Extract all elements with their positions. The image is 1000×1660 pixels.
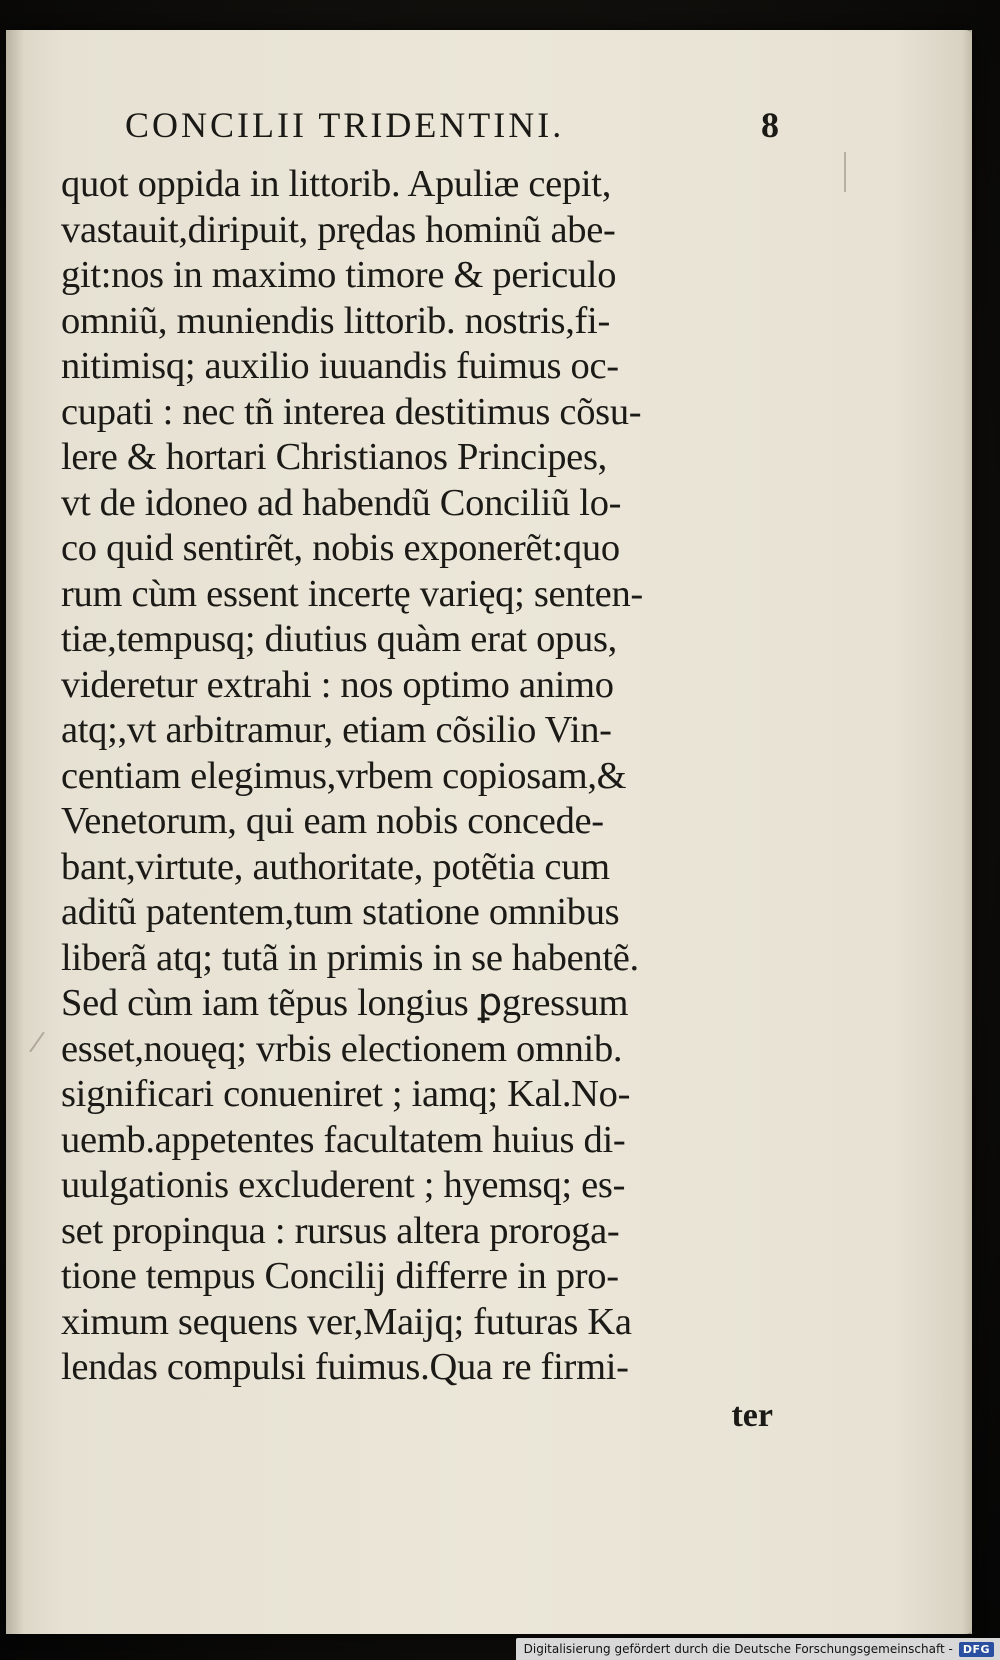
text-line: tiæ,tempusq; diutius quàm erat opus, xyxy=(61,618,617,660)
page-gutter-shadow xyxy=(6,30,24,1634)
margin-ink-mark xyxy=(844,152,846,192)
text-line: bant,virtute, authoritate, potẽtia cum xyxy=(61,845,610,888)
text-line: ximum sequens ver,Maijq; futuras Ka xyxy=(61,1300,632,1343)
dfg-logo: DFG xyxy=(959,1642,994,1657)
text-line: aditũ patentem,tum statione omnibus xyxy=(61,891,620,933)
text-line: uemb.appetentes facultatem huius di- xyxy=(61,1118,626,1161)
text-line: git:nos in maximo timore & periculo xyxy=(61,254,617,296)
text-line: centiam elegimus,vrbem copiosam,& xyxy=(61,754,627,797)
digitization-credit-bar xyxy=(516,1638,1000,1660)
text-line: co quid sentirẽt, nobis exponerẽt:quo xyxy=(61,527,620,569)
running-head-title: CONCILII TRIDENTINI. xyxy=(125,105,565,145)
folio-number: 8 xyxy=(761,105,779,145)
digitization-credit-text: Digitalisierung gefördert durch die Deutsche Forschungsgemeinschaft - xyxy=(523,1642,953,1656)
text-line: vastauit,diripuit, prędas hominũ abe- xyxy=(61,208,616,251)
text-line: Venetorum, qui eam nobis concede- xyxy=(61,800,604,842)
text-line: videretur extrahi : nos optimo animo xyxy=(61,663,614,706)
margin-ink-mark xyxy=(29,1032,44,1053)
text-line: nitimisq; auxilio iuuandis fuimus oc- xyxy=(61,345,619,387)
body-text xyxy=(61,162,781,1391)
text-line: vt de idoneo ad habendũ Conciliũ lo- xyxy=(61,481,622,524)
book-page xyxy=(6,30,972,1634)
text-line: liberã atq; tutã in primis in se habentẽ. xyxy=(61,936,639,979)
text-line: set propinqua : rursus altera proroga- xyxy=(61,1209,620,1252)
text-line: significari conueniret ; iamq; Kal.No- xyxy=(61,1073,631,1115)
catchword: ter xyxy=(731,1396,773,1434)
text-line: lere & hortari Christianos Principes, xyxy=(61,436,607,478)
text-line: rum cùm essent incertę varięq; senten- xyxy=(61,572,643,615)
text-block xyxy=(61,104,781,1435)
text-line: Sed cùm iam tẽpus longius ꝑgressum xyxy=(61,982,629,1024)
text-line: uulgationis excluderent ; hyemsq; es- xyxy=(61,1164,626,1206)
text-line: omniũ, muniendis littorib. nostris,fi- xyxy=(61,299,610,342)
text-line: cupati : nec tñ interea destitimus cõsu- xyxy=(61,390,642,433)
text-line: atq;,vt arbitramur, etiam cõsilio Vin- xyxy=(61,709,612,751)
text-line: lendas compulsi fuimus.Qua re firmi- xyxy=(61,1346,629,1388)
page-edge-shadow xyxy=(962,30,972,1634)
running-head xyxy=(61,104,781,156)
text-line: tione tempus Concilij differre in pro- xyxy=(61,1255,619,1297)
text-line: esset,nouęq; vrbis electionem omnib. xyxy=(61,1027,623,1070)
text-line: quot oppida in littorib. Apuliæ cepit, xyxy=(61,163,612,205)
